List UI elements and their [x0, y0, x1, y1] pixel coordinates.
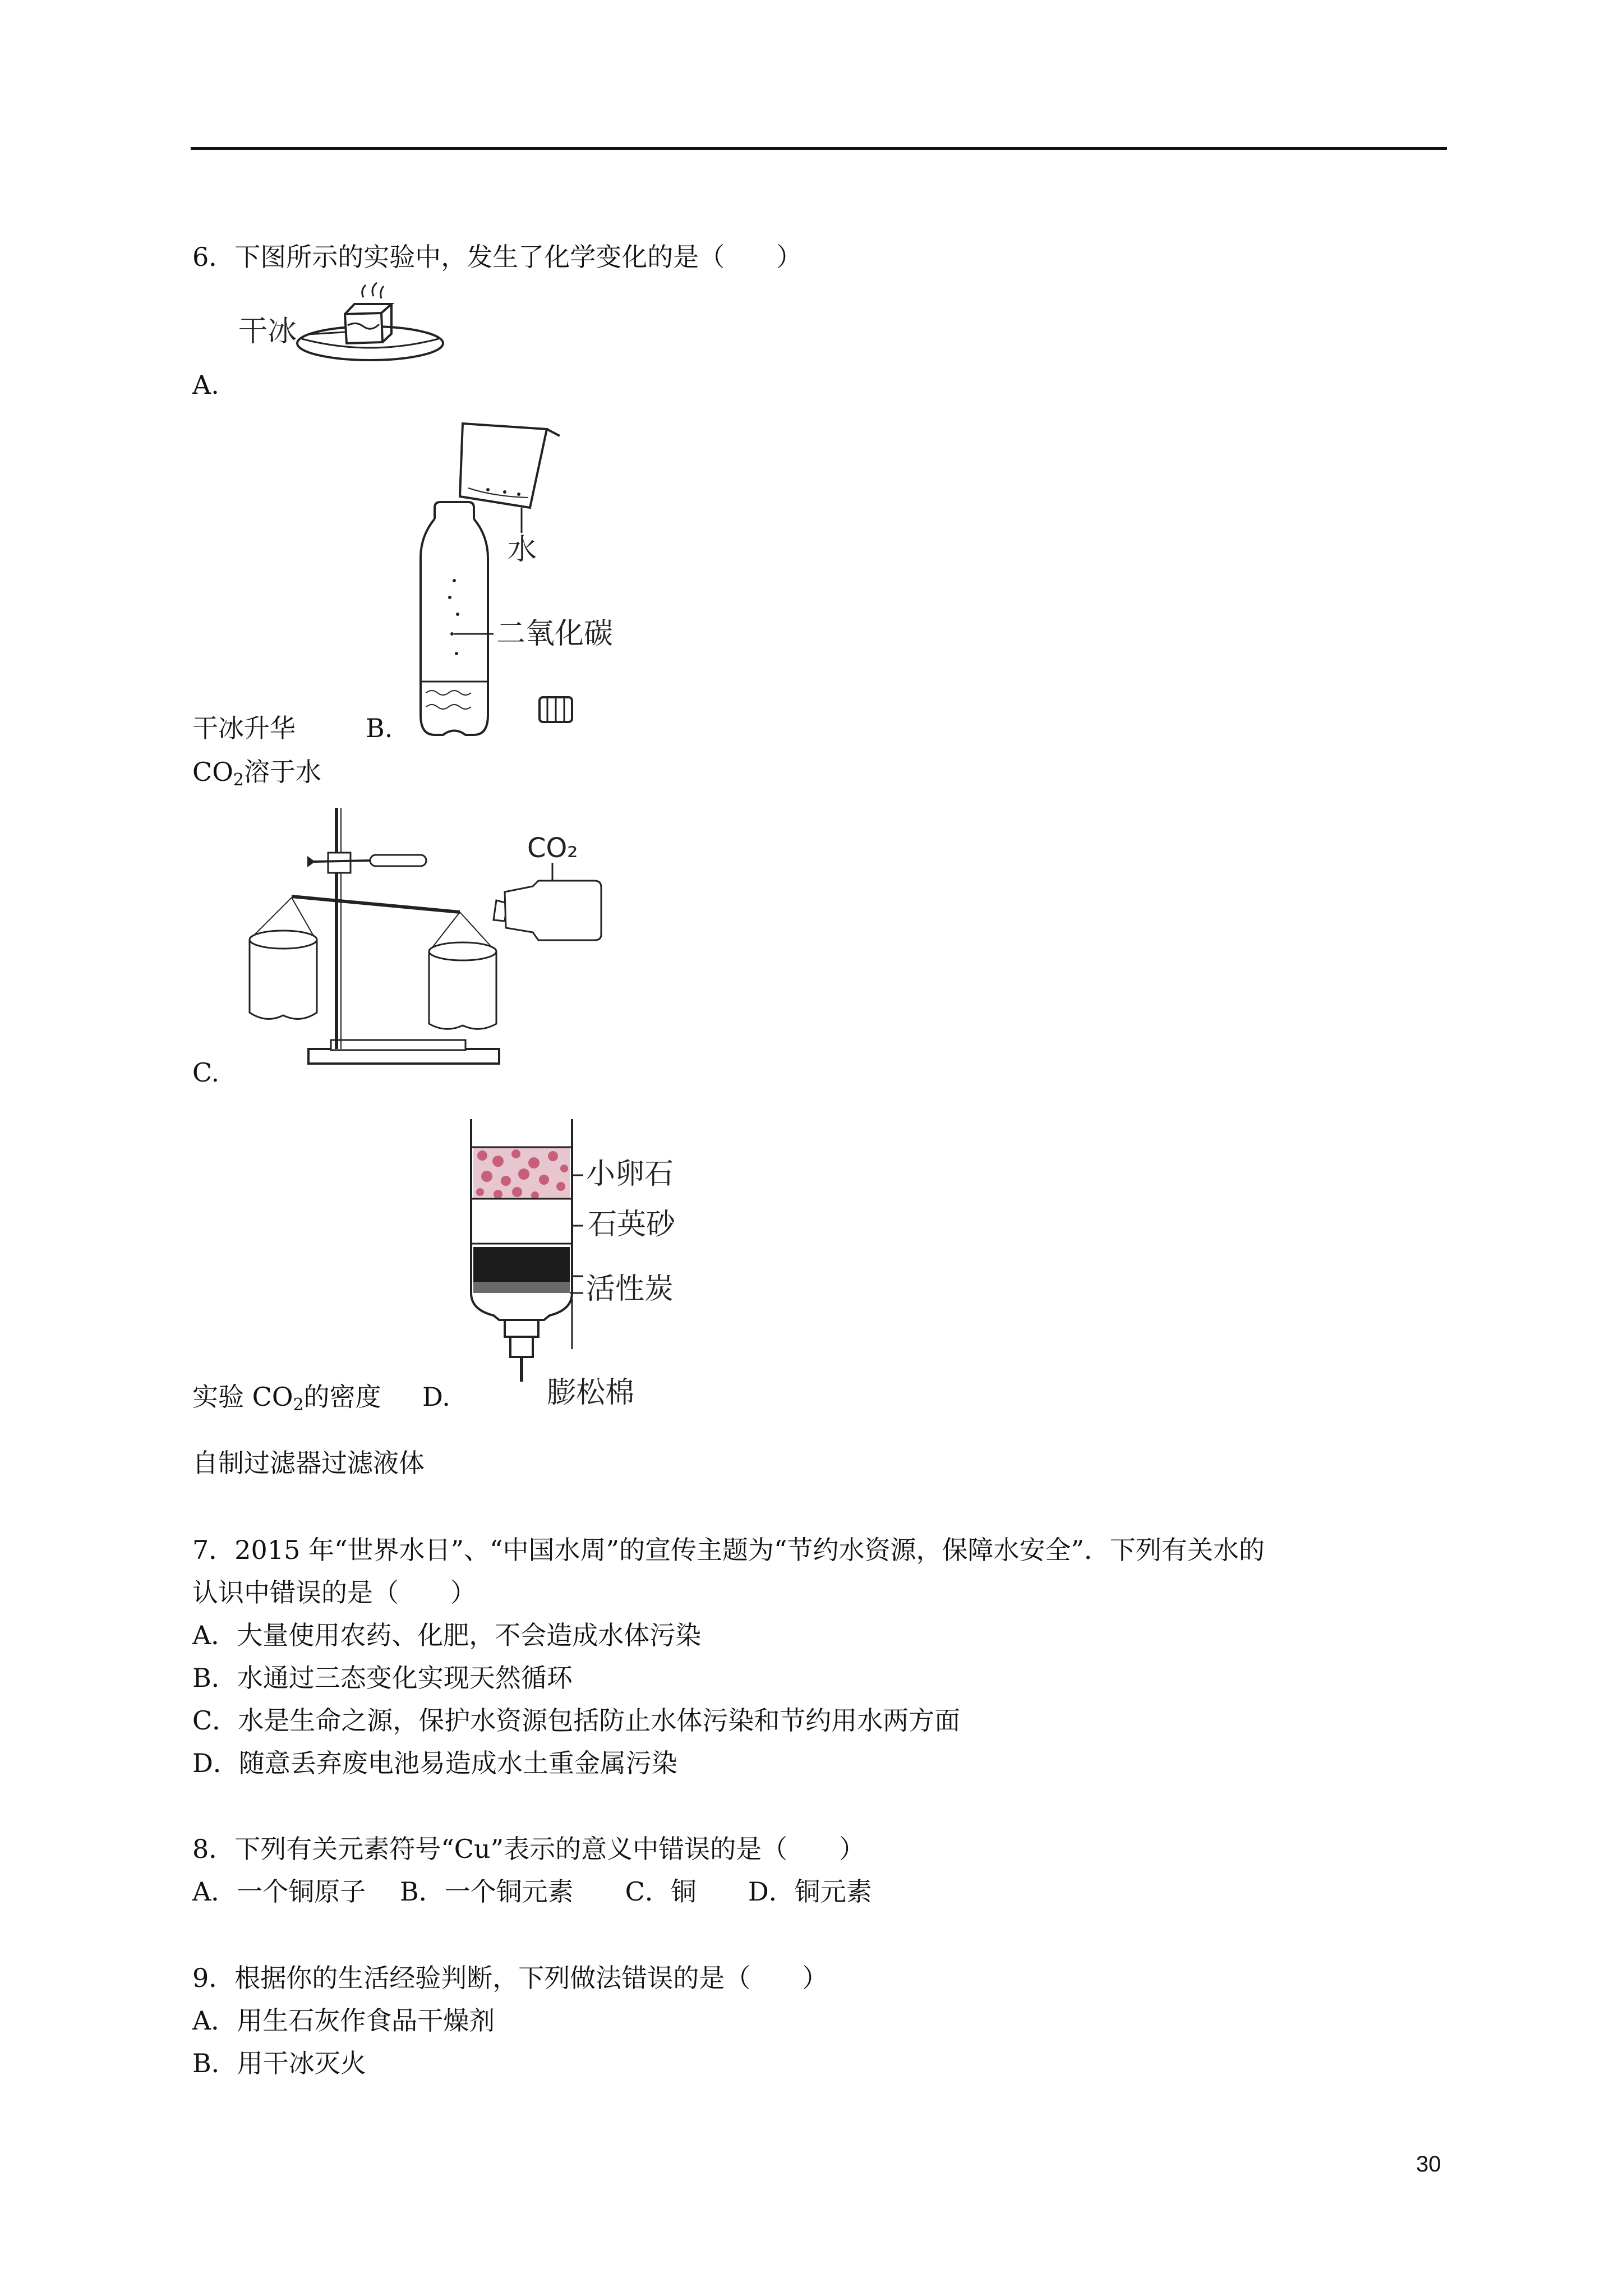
q6-option-c-letter: C. [192, 1057, 220, 1088]
q9-stem: 9．根据你的生活经验判断，下列做法错误的是（ ） [192, 1963, 828, 1993]
dry-ice-label: 干冰 [238, 315, 297, 348]
q7-stem-line2: 认识中错误的是（ ） [192, 1577, 476, 1608]
q8-stem: 8．下列有关元素符号“Cu”表示的意义中错误的是（ ） [192, 1834, 865, 1864]
figure-co2-balance [236, 802, 617, 1071]
q7-option-a: A．大量使用农药、化肥，不会造成水体污染 [192, 1620, 702, 1650]
co2-bottle-label: CO₂ [527, 832, 578, 864]
q7-option-b: B．水通过三态变化实现天然循环 [192, 1663, 573, 1693]
figure-co2-bottle [409, 412, 662, 743]
q6-option-d-letter: D. [422, 1382, 450, 1412]
filter-layer-quartz: 石英砂 [588, 1208, 676, 1241]
co2-label: 二氧化碳 [496, 617, 614, 651]
water-label: 水 [508, 533, 537, 567]
q9-option-b: B．用干冰灭火 [192, 2048, 366, 2078]
filter-layer-pebbles: 小卵石 [586, 1157, 674, 1191]
filter-layer-cotton: 膨松棉 [547, 1376, 635, 1410]
q6-option-d-caption: 自制过滤器过滤液体 [192, 1448, 425, 1478]
q6-option-a-letter: A. [192, 370, 219, 400]
page-number: 30 [1416, 2152, 1441, 2177]
figure-filter [465, 1114, 701, 1428]
q9-option-a: A．用生石灰作食品干燥剂 [192, 2005, 495, 2036]
header-rule [191, 147, 1447, 150]
filter-layer-carbon: 活性炭 [586, 1272, 674, 1306]
q8-options: A．一个铜原子 B．一个铜元素 C．铜 D．铜元素 [192, 1876, 872, 1907]
q6-stem: 6．下图所示的实验中，发生了化学变化的是（ ） [192, 242, 803, 272]
q7-option-d: D．随意丢弃废电池易造成水土重金属污染 [192, 1748, 677, 1778]
q6-option-b-letter: B. [366, 713, 393, 743]
figure-dry-ice [230, 280, 449, 370]
q6-option-a-caption: 干冰升华 [192, 713, 296, 743]
q7-stem-line1: 7．2015 年“世界水日”、“中国水周”的宣传主题为“节约水资源，保障水安全”．下列有关水的 [192, 1535, 1265, 1565]
q6-option-c-caption: 实验 $CO_2$的密度 [192, 1382, 381, 1415]
q7-option-c: C．水是生命之源，保护水资源包括防止水体污染和节约用水两方面 [192, 1705, 961, 1736]
q6-option-b-caption: $CO_2$溶于水 [192, 757, 322, 790]
